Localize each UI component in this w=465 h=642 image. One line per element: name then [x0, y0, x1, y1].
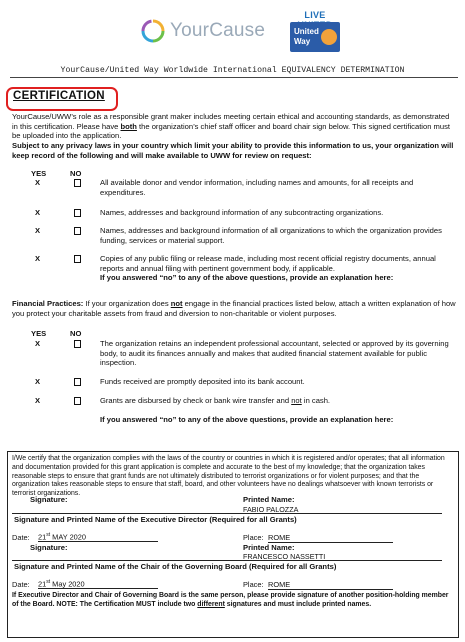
- exec-signature-line: [12, 513, 442, 514]
- financial-explain-prompt: If you answered “no” to any of the above questions, provide an explanation here:: [100, 415, 394, 424]
- item2-yes-mark: X: [35, 208, 41, 217]
- chair-caption: Signature and Printed Name of the Chair of the Governing Board (Required for all Grants): [14, 562, 337, 571]
- signature-note: If Executive Director and Chair of Governing Board is the same person, please provide signature of another position-holding member of the Board. NOTE: The Certification MUST include two different signatures and must include printed names.: [12, 592, 449, 608]
- exec-date-label: Date:: [12, 533, 30, 542]
- united-way-line1: United: [294, 27, 319, 36]
- certification-intro: YourCause/UWW’s role as a responsible grant maker includes meeting certain ethical and accounting standards, as demonstrated in this certification. Please have both the organization’s chief staff officer and board chair sign below. This signed certification must be uploaded into the application.: [12, 112, 451, 141]
- document-title: YourCause/United Way Worldwide International EQUIVALENCY DETERMINATION: [60, 66, 405, 75]
- item1-yes-mark: X: [35, 178, 41, 187]
- fin-item3-yes-mark: X: [35, 396, 41, 405]
- live-united-text: LIVE: [304, 10, 326, 20]
- fin-item1-text: The organization retains an independent professional accountant, selected or approved by its governing body, to audit its finances annually and makes that audited financial statement available for public inspection.: [100, 339, 449, 368]
- exec-place-label: Place:: [243, 533, 264, 542]
- item4-yes-mark: X: [35, 254, 41, 263]
- certification-explain-prompt: If you answered “no” to any of the above questions, provide an explanation here:: [100, 273, 394, 282]
- item1-no-checkbox[interactable]: [74, 179, 81, 187]
- item1-text: All available donor and vendor information, including names and amounts, for all receipts and expenditures.: [100, 178, 414, 197]
- item3-no-checkbox[interactable]: [74, 227, 81, 235]
- exec-printed-name-label: Printed Name:: [243, 495, 295, 504]
- chair-signature-label: Signature:: [30, 543, 68, 552]
- financial-label: Financial Practices:: [12, 299, 84, 308]
- helping-hand-icon: [321, 29, 337, 45]
- fin-item2-no-checkbox[interactable]: [74, 378, 81, 386]
- item4-no-checkbox[interactable]: [74, 255, 81, 263]
- chair-signature-line: [12, 560, 442, 561]
- item2-text: Names, addresses and background information of any subcontracting organizations.: [100, 208, 384, 217]
- united-way-logo: [286, 10, 344, 54]
- certification-heading: CERTIFICATION: [13, 90, 105, 102]
- chair-printed-name-label: Printed Name:: [243, 543, 295, 552]
- item2-no-checkbox[interactable]: [74, 209, 81, 217]
- fin-item2-yes-mark: X: [35, 377, 41, 386]
- financial-no-column-header: NO: [70, 329, 82, 338]
- exec-signature-label: Signature:: [30, 495, 68, 504]
- chair-date-label: Date:: [12, 580, 30, 589]
- fin-item3-no-checkbox[interactable]: [74, 397, 81, 405]
- exec-printed-name-value[interactable]: FABIO PALOZZA: [243, 505, 299, 514]
- exec-date-value[interactable]: 21st MAY 2020: [38, 532, 158, 542]
- item4-text: Copies of any public filing or release made, including most recent official registry documents, annual reports and annual filing with pertinent government body, if applicable.: [100, 254, 436, 273]
- both-emphasis: both: [120, 121, 137, 131]
- united-way-badge: [290, 22, 340, 52]
- certification-statement: I/We certify that the organization complies with the laws of the country or countries in which it is registered and/or operates; that all information and documentation provided for this grant application is complete and accurate to the best of my knowledge; that the organization takes reasonable steps to ensure that grant funds are not ultimately distributed to terrorist organizations or for violent purposes; and that the organization takes reasonable steps to ensure that staff, board, and other volunteers have no dealings whatsoever with known terrorists or terrorist organizations.: [12, 455, 445, 498]
- exec-caption: Signature and Printed Name of the Executive Director (Required for all Grants): [14, 515, 297, 524]
- chair-printed-name-value[interactable]: FRANCESCO NASSETTI: [243, 552, 326, 561]
- yes-column-header: YES: [31, 169, 47, 178]
- financial-yes-column-header: YES: [31, 329, 47, 338]
- fin-item1-yes-mark: X: [35, 339, 41, 348]
- yourcause-ring-icon: [140, 18, 166, 44]
- united-way-line2: Way: [294, 37, 311, 46]
- yourcause-logo: [140, 18, 270, 48]
- fin-item2-text: Funds received are promptly deposited into its bank account.: [100, 377, 305, 386]
- title-rule: [10, 77, 458, 78]
- exec-place-value[interactable]: ROME: [268, 533, 393, 543]
- privacy-note: Subject to any privacy laws in your country which limit your ability to provide this information to us, your organization will keep record of the following and will make available to UWW for review on request:: [12, 141, 454, 160]
- fin-item1-no-checkbox[interactable]: [74, 340, 81, 348]
- fin-item3-text: Grants are disbursed by check or bank wire transfer and not in cash.: [100, 396, 331, 405]
- item3-text: Names, addresses and background information of all organizations to which the organization provides funding, services or material support.: [100, 226, 442, 245]
- not-emphasis: not: [170, 299, 183, 308]
- chair-date-value[interactable]: 21st May 2020: [38, 579, 158, 589]
- chair-place-value[interactable]: ROME: [268, 580, 393, 590]
- financial-intro: Financial Practices: If your organization does not engage in the financial practices listed below, attach a written explanation of how you protect your charitable assets from fraud and diversion to non-charitable or violent purposes.: [12, 299, 456, 318]
- item3-yes-mark: X: [35, 226, 41, 235]
- chair-place-label: Place:: [243, 580, 264, 589]
- no-column-header: NO: [70, 169, 82, 178]
- yourcause-logo-text: YourCause: [170, 20, 266, 41]
